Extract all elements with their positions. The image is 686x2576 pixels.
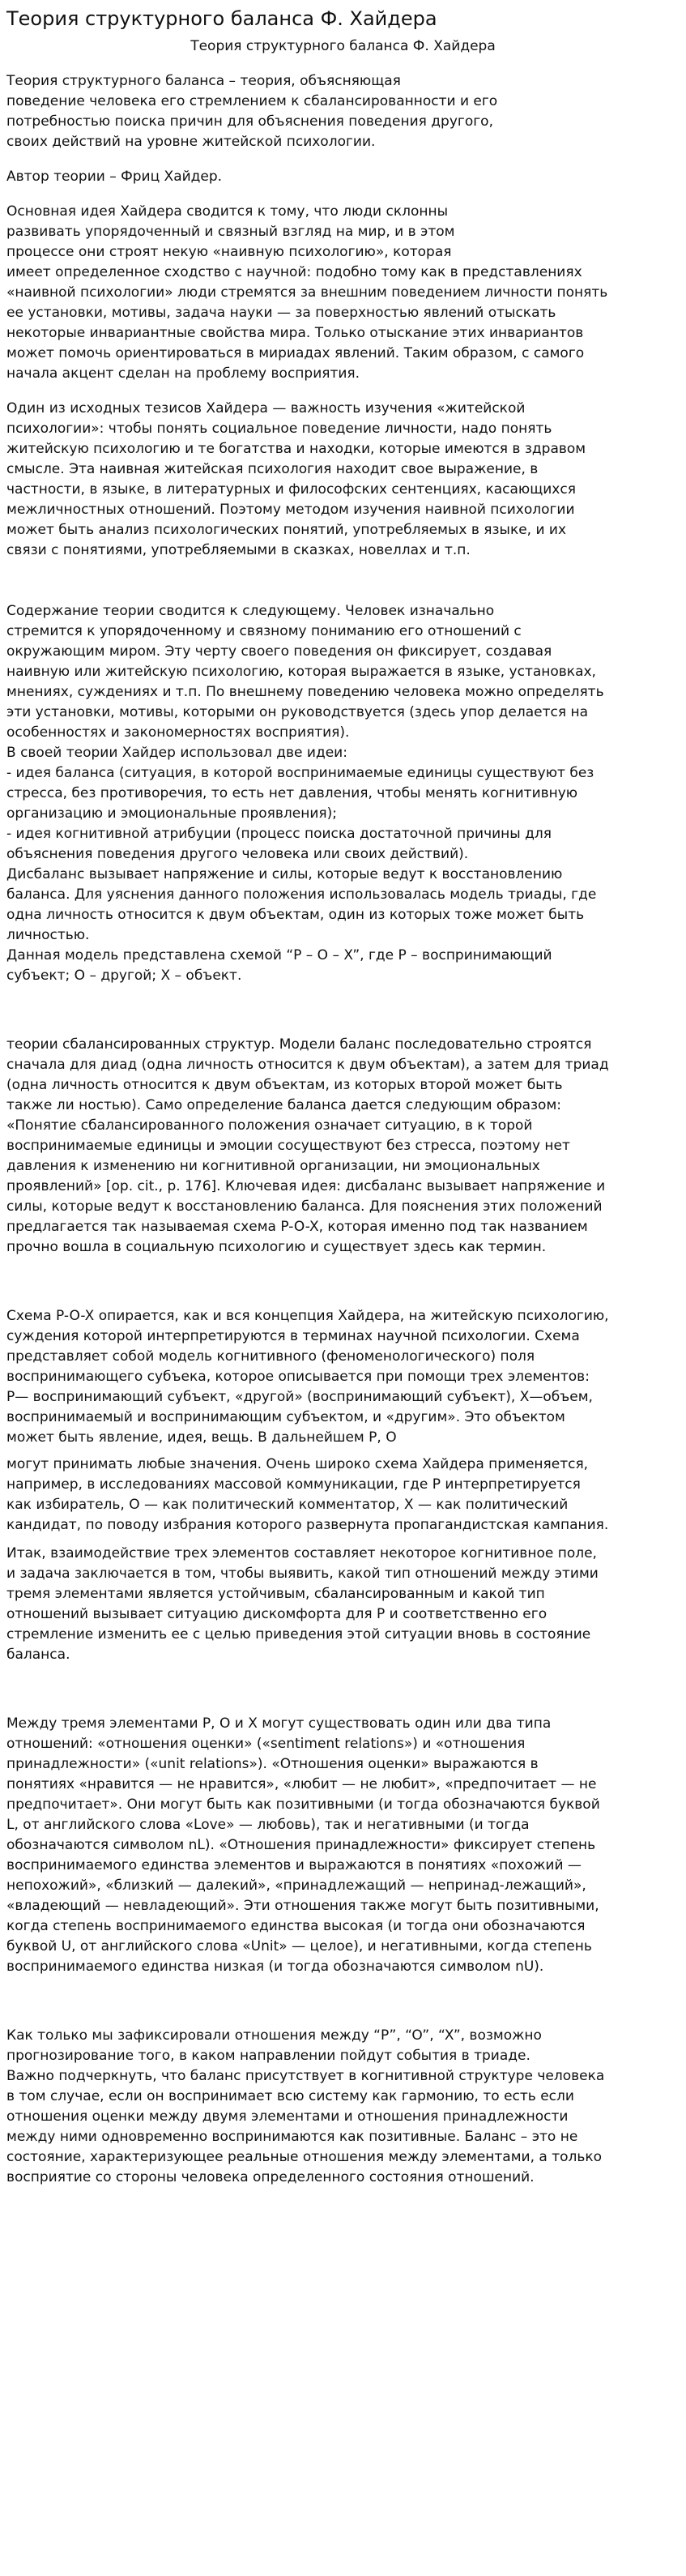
- paragraph-naive-psychology: Один из исходных тезисов Хайдера — важность изучения «житейской психологии»: чтобы понять социальное поведение личности, надо понять житейскую психологию и те богатства и находки, которые имеются в здравом смысле. Эта наивная житейская психология находит свое выражение, в частности, в языке, в литературных и философских сентенциях, касающихся межличностных отношений. Поэтому методом изучения наивной психологии может быть анализ психологических понятий, употребляемых в языке, и их связи с понятиями, употребляемыми в сказках, новеллах и т.п.: [6, 400, 586, 558]
- paragraph-main-idea: Основная идея Хайдера сводится к тому, что люди склонны развивать упорядоченный и связный взгляд на мир, и в этом процессе они строят некую «наивную психологию», которая имеет определенное сходство с научной: подобно тому как в представлениях «наивной психологии» люди стремятся за внешним поведением личности понять ее установки, мотивы, задача науки — за поверхностью явлений отыскать некоторые инвариантные свойства мира. Только отыскание этих инвариантов может помочь ориентироваться в мириадах явлений. Таким образом, с самого начала акцент сделан на проблему восприятия.: [6, 203, 608, 382]
- paragraph-pox-application: могут принимать любые значения. Очень широко схема Хайдера применяется, например, в исследованиях массовой коммуникации, где P интерпретируется как избиратель, O — как политический комментатор, X — как политический кандидат, по поводу избрания которого развернута пропагандистская кампания.: [6, 1456, 609, 1533]
- paragraph-definition: Теория структурного баланса – теория, объясняющая поведение человека его стремлением к сбалансированности и его потребностью поиска причин для объяснения поведения другого, своих действий на уровне житейской психологии.: [6, 73, 498, 150]
- paragraph-author: Автор теории – Фриц Хайдер.: [6, 169, 223, 185]
- paragraph-theory-content: Содержание теории сводится к следующему. Человек изначально стремится к упорядоченному и связному пониманию его отношений с окружающим миром. Эту черту своего поведения он фиксирует, создавая наивную или житейскую психологию, которая выражается в языке, установках, мнениях, суждениях и т.п. По внешнему поведению человека можно определять эти установки, мотивы, которыми он руководствуется (здесь упор делается на особенностях и закономерностях восприятия). В своей теории Хайдер использовал две идеи: - идея баланса (ситуация, в которой воспринимаемые единицы существуют без стресса, без противоречия, то есть нет давления, чтобы менять когнитивную организацию и эмоциональные проявления); - идея когнитивной атрибуции (процесс поиска достаточной причины для объяснения поведения другого человека или своих действий). Дисбаланс вызывает напряжение и силы, которые ведут к восстановлению баланса. Для уяснения данного положения использовалась модель триады, где одна личность относится к двум объектам, один из которых тоже может быть личностью. Данная модель представлена схемой “P – O – X”, где P – воспринимающий субъект; O – другой; X – объект.: [6, 603, 604, 984]
- document-page: [6, 0, 680, 2188]
- paragraph-relation-types: Между тремя элементами P, O и X могут существовать один или два типа отношений: «отношения оценки» («sentiment relations») и «отношения принадлежности» («unit relations»). «Отношения оценки» выражаются в понятиях «нравится — не нравится», «любит — не любит», «предпочитает — не предпочитает». Они могут быть как позитивными (и тогда обозначаются буквой L, от английского слова «Love» — любовь), так и негативными (и тогда обозначаются символом nL). «Отношения принадлежности» фиксирует степень воспринимаемого единства элементов и выражаются в понятиях «похожий — непохожий», «близкий — далекий», «принадлежащий — непринад-лежащий», «владеющий — невладеющий». Эти отношения также могут быть позитивными, когда степень воспринимаемого единства высокая (и тогда они обозначаются буквой U, от английского слова «Unit» — целое), и негативными, когда степень воспринимаемого единства низкая (и тогда обозначаются символом nU).: [6, 1715, 600, 1975]
- document-title: Теория структурного баланса Ф. Хайдера: [6, 7, 437, 30]
- paragraph-balanced-structures: теории сбалансированных структур. Модели баланс последовательно строятся сначала для диад (одна личность относится к двум объектам), а затем для триад (одна личность относится к двум объектам, из которых второй может быть также ли ностью). Само определение баланса дается следующим образом: «Понятие сбалансированного положения означает ситуацию, в к торой воспринимаемые единицы и эмоции сосуществуют без стресса, поэтому нет давления к изменению ни когнитивной организации, ни эмоциональных проявлений» [op. cit., p. 176]. Ключевая идея: дисбаланс вызывает напряжение и силы, которые ведут к восстановлению баланса. Для пояснения этих положений предлагается так называемая схема P-O-X, которая именно под так названием прочно вошла в социальную психологию и существует здесь как термин.: [6, 1036, 609, 1255]
- paragraph-balance-conclusion: Как только мы зафиксировали отношения между “P”, “O”, “X”, возможно прогнозирование того, в каком направлении пойдут события в триаде. Важно подчеркнуть, что баланс присутствует в когнитивной структуре человека в том случае, если он воспринимает всю систему как гармонию, то есть если отношения оценки между двумя элементами и отношения принадлежности между ними одновременно воспринимаются как позитивные. Баланс – это не состояние, характеризующее реальные отношения между элементами, а только восприятие со стороны человека определенного состояния отношений.: [6, 2027, 605, 2185]
- paragraph-pox-scheme: Схема P-O-X опирается, как и вся концепция Хайдера, на житейскую психологию, суждения которой интерпретируются в терминах научной психологии. Схема представляет собой модель когнитивного (феноменологического) поля воспринимающего субъека, которое описывается при помощи трех элементов: P— воспринимающий субъект, «другой» (воспринимающий субъект), X—объем, воспринимаемый и воспринимающим субъектом, и «другим». Это объектом может быть явление, идея, вещь. В дальнейшем P, O: [6, 1308, 609, 1446]
- document-subtitle: Теория структурного баланса Ф. Хайдера: [190, 38, 496, 54]
- paragraph-cognitive-field: Итак, взаимодействие трех элементов составляет некоторое когнитивное поле, и задача заключается в том, чтобы выявить, какой тип отношений между этими тремя элементами является устойчивым, сбалансированным и какой тип отношений вызывает ситуацию дискомфорта для P и соответственно его стремление изменить ее с целью приведения этой ситуации вновь в состояние баланса.: [6, 1545, 599, 1663]
